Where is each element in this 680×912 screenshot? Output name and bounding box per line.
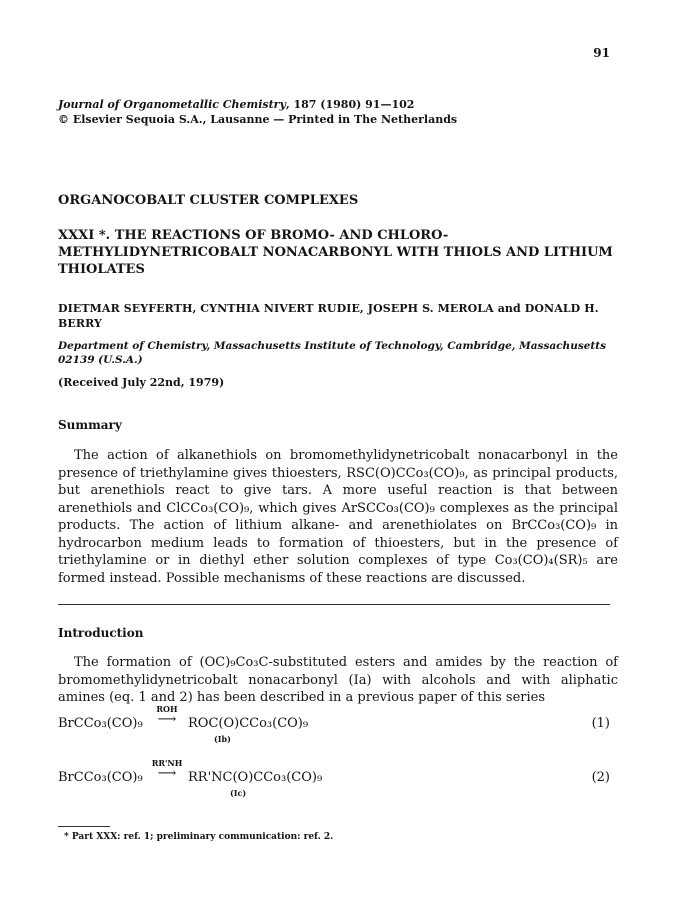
received-date: (Received July 22nd, 1979) — [58, 376, 225, 389]
footnote: * Part XXX: ref. 1; preliminary communication: ref. 2. — [64, 832, 334, 842]
footnote-divider — [58, 826, 110, 827]
equation-1-reactant: BrCCo₃(CO)₉ — [58, 716, 143, 731]
equation-1-reagent: ROH — [156, 704, 178, 714]
equation-2-arrow — [150, 758, 184, 780]
equation-2-reagent: RR'NH — [151, 758, 183, 768]
paper-title: XXXI *. THE REACTIONS OF BROMO- AND CHLORO-METHYLIDYNETRICOBALT NONACARBONYL WITH THIOLS AND LITHIUM THIOLATES — [58, 228, 613, 277]
equation-1-product: ROC(O)CCo₃(CO)₉ — [188, 716, 309, 731]
equation-2-compound-label: (Ic) — [230, 788, 247, 798]
reaction-arrow-icon: ⟶ — [157, 766, 177, 781]
equation-2-number: (2) — [591, 770, 610, 785]
journal-citation: , 187 (1980) 91—102 — [285, 98, 415, 111]
section-divider — [58, 604, 610, 605]
reaction-arrow-icon: ⟶ — [157, 712, 177, 727]
affiliation: Department of Chemistry, Massachusetts Institute of Technology, Cambridge, Massachusetts 02139 (U.S.A.) — [58, 340, 607, 366]
equation-2-reactant: BrCCo₃(CO)₉ — [58, 770, 143, 785]
journal-citation-line — [58, 97, 457, 112]
journal-header — [58, 97, 457, 127]
equation-1-arrow — [150, 704, 184, 726]
introduction-paragraph: The formation of (OC)₉Co₃C-substituted esters and amides by the reaction of bromomethylidynetricobalt nonacarbonyl (Ia) with alcohols and with aliphatic amines (eq. 1 and 2) has been described in a previous paper of this series — [58, 655, 618, 705]
introduction-heading: Introduction — [58, 626, 144, 640]
series-title: ORGANOCOBALT CLUSTER COMPLEXES — [58, 193, 359, 208]
summary-heading: Summary — [58, 418, 122, 432]
equation-2 — [58, 758, 610, 798]
page-number: 91 — [593, 46, 610, 60]
copyright-line: © Elsevier Sequoia S.A., Lausanne — Printed in The Netherlands — [58, 113, 458, 126]
equation-1-compound-label: (Ib) — [214, 734, 231, 744]
journal-name: Journal of Organometallic Chemistry — [58, 98, 286, 111]
equation-1 — [58, 704, 610, 744]
summary-paragraph: The action of alkanethiols on bromomethylidynetricobalt nonacarbonyl in the presence of triethylamine gives thioesters, RSC(O)CCo₃(CO)₉, as principal products, but arenethiols react to give tars. A more useful reaction is that between arenethiols and ClCCo₃(CO)₉, which gives ArSCCo₃(CO)₉ complexes as the principal products. The action of lithium alkane- and arenethiolates on BrCCo₃(CO)₉ in hydrocarbon medium leads to formation of thioesters, but in the presence of triethylamine or in diethyl ether solution complexes of type Co₃(CO)₄(SR)₅ are formed instead. Possible mechanisms of these reactions are discussed. — [58, 448, 618, 586]
author-list: DIETMAR SEYFERTH, CYNTHIA NIVERT RUDIE, JOSEPH S. MEROLA and DONALD H. BERRY — [58, 302, 599, 330]
equation-2-product: RR'NC(O)CCo₃(CO)₉ — [188, 770, 323, 785]
equation-1-number: (1) — [591, 716, 610, 731]
